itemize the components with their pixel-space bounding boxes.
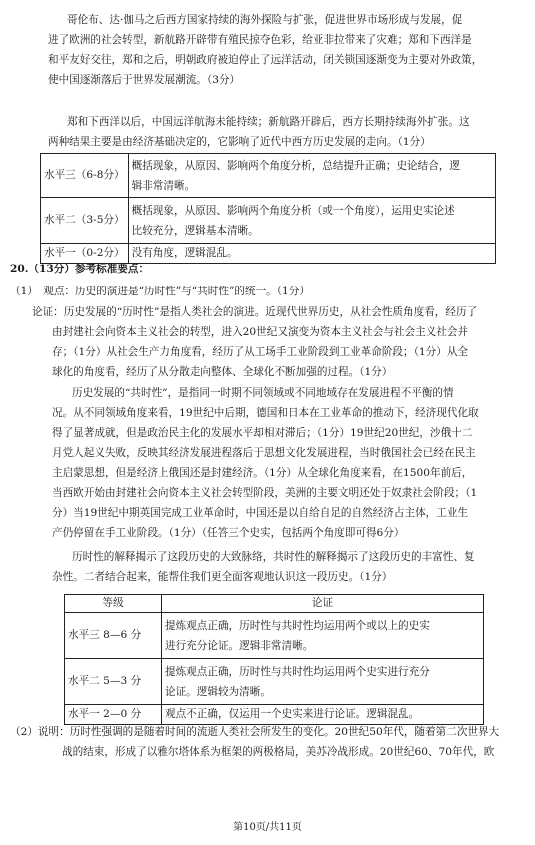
q20-argument [32, 302, 522, 382]
q20-scoring-table [64, 594, 484, 725]
text-line: 球化的角度看，经历了从分散走向整体、全球化不断加强的过程。（1分） [52, 366, 393, 378]
criteria-line: 比较充分，逻辑基本清晰。 [131, 224, 259, 237]
table-row [41, 244, 496, 264]
table-row [65, 659, 484, 705]
column-header: 等级 [65, 595, 162, 613]
q20-conclusion [52, 547, 522, 587]
criteria-line: 提炼观点正确，历时性与共时性均运用两个史实进行充分 [165, 665, 430, 678]
criteria-line: 没有角度，逻辑混乱。 [131, 247, 238, 260]
q20-part2 [10, 722, 528, 762]
text-line: 产仍停留在手工业阶段。（1分）（任答三个史实，包括两个角度即可得6分） [52, 527, 405, 539]
text-line: 主启蒙思想，但是经济上俄国还是封建经济。（1分）从全球化角度来看，在1500年前后， [52, 467, 473, 479]
table-header-row [65, 595, 484, 613]
table-row [41, 198, 496, 244]
text-line: 战的结束，形成了以雅尔塔体系为框架的两极格局，美苏冷战形成。20世纪60、70年代，欧 [62, 746, 495, 758]
text-line: 当西欧开始由封建社会向资本主义社会转型阶段，美洲的主要文明还处于奴隶社会阶段；（1 [52, 487, 478, 499]
text-line: 分）当19世纪中期英国完成工业革命时，中国还是以自给自足的自然经济占主体，工业生 [52, 507, 469, 519]
text-line: 月党人起义失败，反映其经济发展进程落后于思想文化发展进程，当时俄国社会已经在民主 [52, 447, 476, 459]
criteria-cell [162, 659, 484, 705]
text-line: 使中国逐渐落后于世界发展潮流。（3分） [48, 74, 241, 86]
text-line: 郑和下西洋以后，中国远洋航海未能持续；新航路开辟后，西方长期持续海外扩张。这 [67, 116, 470, 128]
level-cell: 水平二 5—3 分 [65, 659, 162, 705]
q20-heading: 20.（13分）参考标准要点： [10, 264, 150, 275]
q19-paragraph-2 [48, 112, 518, 152]
level-cell: 水平一（0-2分） [41, 244, 129, 264]
text-line: 历史发展的“共时性”，是指同一时期不同领域或不同地域存在发展进程不平衡的情 [72, 387, 454, 399]
text-line: 杂性。二者结合起来，能帮住我们更全面客观地认识这一段历史。（1分） [52, 571, 393, 583]
text-line: 由封建社会向资本主义社会的转型，进入20世纪又演变为资本主义社会与社会主义社会并 [52, 326, 469, 338]
text-line: 况。从不同领域角度来看，19世纪中后期，德国和日本在工业革命的推动下，经济现代化取 [52, 407, 479, 419]
q19-paragraph-1 [48, 10, 518, 90]
table-row [41, 154, 496, 198]
text-line: 哥伦布、达·伽马之后西方国家持续的海外探险与扩张，促进世界市场形成与发展，促 [67, 14, 463, 26]
q20-point: （1） 观点：历史的演进是“历时性”与“共时性”的统一。（1分） [10, 286, 310, 297]
text-line: 进了欧洲的社会转型，新航路开辟带有殖民掠夺色彩，给亚非拉带来了灾难；郑和下西洋是 [48, 34, 472, 46]
table-row [65, 613, 484, 659]
text-line: （2）说明：历时性强调的是随着时间的流逝人类社会所发生的变化。20世纪50年代，随着第二次世界大 [10, 726, 500, 738]
criteria-cell [128, 154, 495, 198]
column-header: 论证 [162, 595, 484, 613]
text-line: 得了显著成就，但是政治民主化的发展水平却相对滞后；（1分）19世纪20世纪，沙俄十二 [52, 427, 473, 439]
level-cell: 水平一 2—0 分 [65, 705, 162, 725]
criteria-line: 概括现象，从原因、影响两个角度分析（或一个角度），运用史实论述 [131, 204, 455, 217]
level-cell: 水平三 8—6 分 [65, 613, 162, 659]
level-cell: 水平二（3-5分） [41, 198, 129, 244]
text-line: 存；（1分）从社会生产力角度看，经历了从工场手工业阶段到工业革命阶段；（1分）从全 [52, 346, 469, 358]
text-line: 历时性的解释揭示了这段历史的大致脉络，共时性的解释揭示了这段历史的丰富性、复 [72, 551, 475, 563]
criteria-line: 论证。逻辑较为清晰。 [165, 685, 271, 698]
criteria-line: 概括现象，从原因、影响两个角度分析，总结提升正确；史论结合，逻 [131, 159, 461, 172]
q20-synchronic [52, 383, 522, 543]
criteria-cell [162, 613, 484, 659]
criteria-cell [128, 198, 495, 244]
criteria-cell [128, 244, 495, 264]
page-number: 第10页/共11页 [233, 822, 302, 833]
criteria-line: 进行充分论证。逻辑非常清晰。 [165, 639, 314, 652]
criteria-line: 观点不正确，仅运用一个史实来进行论证。逻辑混乱。 [165, 708, 420, 721]
text-line: 论证：历史发展的“历时性”是指人类社会的演进。近现代世界历史，从社会性质角度看，经历了 [32, 306, 478, 318]
level-cell: 水平三（6-8分） [41, 154, 129, 198]
q19-scoring-table [40, 153, 496, 264]
criteria-line: 提炼观点正确，历时性与共时性均运用两个或以上的史实 [165, 619, 430, 632]
text-line: 两种结果主要是由经济基础决定的，它影响了近代中西方历史发展的走向。（1分） [48, 136, 431, 148]
text-line: 和平友好交往，郑和之后，明朝政府被迫停止了远洋活动，闭关锁国逐渐变为主要对外政策， [48, 54, 483, 66]
criteria-line: 辑非常清晰。 [131, 179, 196, 192]
